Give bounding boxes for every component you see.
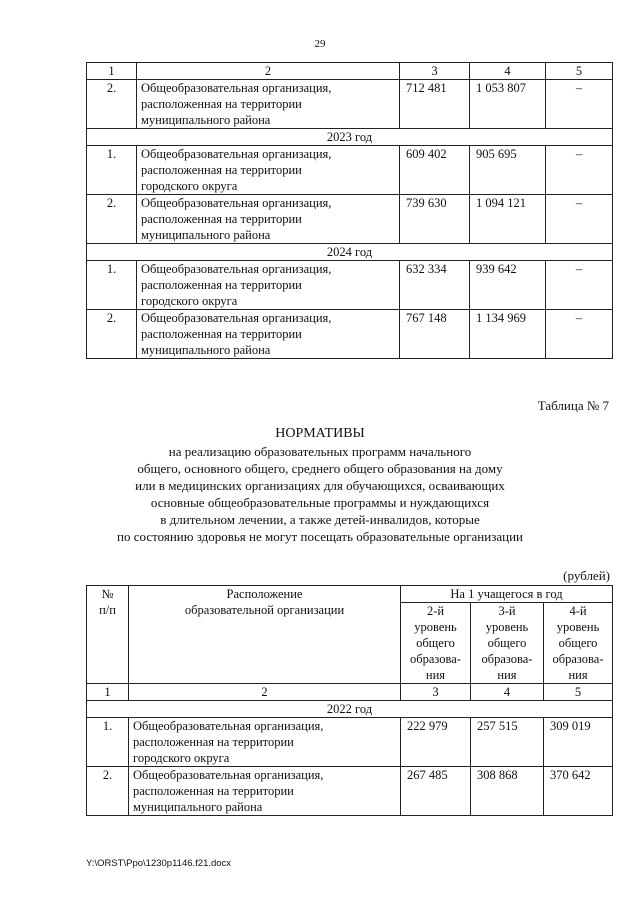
header-line: № (101, 587, 114, 601)
file-path-footer: Y:\ORST\Ppo\1230p1146.f21.docx (86, 858, 232, 869)
row-number: 2. (87, 767, 129, 816)
year-label: 2024 год (87, 244, 613, 261)
org-cell (137, 80, 400, 129)
org-cell (137, 310, 400, 359)
page-number: 29 (314, 38, 326, 50)
value-cell: 370 642 (544, 767, 613, 816)
org-line: Общеобразовательная организация, (141, 262, 332, 276)
header-line: общего (558, 636, 598, 650)
value-cell: 767 148 (400, 310, 470, 359)
col-number-cell: 1 (87, 63, 137, 80)
document-title-block (0, 425, 640, 545)
org-line: городского округа (133, 751, 230, 765)
org-line: расположенная на территории (141, 278, 302, 292)
row-number: 1. (87, 718, 129, 767)
header-line: уровень (414, 620, 457, 634)
header-level (471, 603, 544, 684)
org-line: муниципального района (133, 800, 263, 814)
subtitle-line: по состоянию здоровья не могут посещать образовательные организации (117, 529, 523, 544)
value-cell: 257 515 (471, 718, 544, 767)
table-row (87, 310, 613, 359)
row-number: 2. (87, 195, 137, 244)
table-row (87, 261, 613, 310)
col-number-cell: 1 (87, 684, 129, 701)
header-line: уровень (485, 620, 529, 634)
org-line: муниципального района (141, 343, 271, 357)
col-number-cell: 3 (400, 63, 470, 80)
year-label: 2023 год (87, 129, 613, 146)
subtitle-line: основные общеобразовательные программы и нуждающихся (150, 495, 490, 510)
org-cell (137, 146, 400, 195)
org-line: муниципального района (141, 228, 271, 242)
table-row (87, 767, 613, 816)
value-cell: 632 334 (400, 261, 470, 310)
col-number-cell: 5 (544, 684, 613, 701)
header-line: 3-й (498, 604, 516, 618)
org-line: расположенная на территории (133, 735, 294, 749)
year-row (87, 129, 613, 146)
row-number: 2. (87, 310, 137, 359)
value-cell: 739 630 (400, 195, 470, 244)
year-row (87, 244, 613, 261)
table-row (87, 80, 613, 129)
row-number: 2. (87, 80, 137, 129)
value-cell: – (546, 261, 613, 310)
value-cell: 609 402 (400, 146, 470, 195)
norms-table-continued (86, 62, 613, 359)
row-number: 1. (87, 261, 137, 310)
document-title: НОРМАТИВЫ (275, 426, 365, 441)
header-line: Расположение (226, 587, 303, 601)
header-line: общего (487, 636, 527, 650)
org-line: Общеобразовательная организация, (141, 147, 332, 161)
header-number (87, 586, 129, 684)
value-cell: – (546, 195, 613, 244)
col-number-cell: 4 (471, 684, 544, 701)
header-line: п/п (99, 603, 116, 617)
header-group: На 1 учащегося в год (401, 586, 613, 603)
table-label: Таблица № 7 (537, 398, 609, 413)
subtitle-line: в длительном лечении, а также детей-инвалидов, которые (160, 512, 480, 527)
value-cell: – (546, 310, 613, 359)
value-cell: – (546, 146, 613, 195)
norms-table-7 (86, 585, 613, 816)
subtitle-line: или в медицинских организациях для обучающихся, осваивающих (135, 478, 505, 493)
value-cell: 939 642 (470, 261, 546, 310)
col-number-cell: 2 (137, 63, 400, 80)
value-cell: 267 485 (401, 767, 471, 816)
value-cell: 309 019 (544, 718, 613, 767)
org-cell (129, 767, 401, 816)
col-number-cell: 4 (470, 63, 546, 80)
org-line: городского округа (141, 179, 238, 193)
header-line: уровень (556, 620, 600, 634)
org-cell (137, 261, 400, 310)
units-label: (рублей) (563, 568, 610, 583)
org-line: Общеобразовательная организация, (141, 311, 332, 325)
org-cell (137, 195, 400, 244)
header-level (401, 603, 471, 684)
value-cell: 905 695 (470, 146, 546, 195)
value-cell: 222 979 (401, 718, 471, 767)
table-row (87, 195, 613, 244)
year-row (87, 701, 613, 718)
header-line: 2-й (426, 604, 445, 618)
year-label: 2022 год (87, 701, 613, 718)
org-line: муниципального района (141, 113, 271, 127)
subtitle-line: на реализацию образовательных программ начального (168, 444, 472, 459)
org-line: Общеобразовательная организация, (133, 719, 324, 733)
org-line: городского округа (141, 294, 238, 308)
org-line: расположенная на территории (141, 97, 302, 111)
col-number-cell: 2 (129, 684, 401, 701)
org-line: Общеобразовательная организация, (133, 768, 324, 782)
header-line: образовательной организации (184, 603, 345, 617)
value-cell: 1 053 807 (470, 80, 546, 129)
org-line: расположенная на территории (141, 163, 302, 177)
row-number: 1. (87, 146, 137, 195)
header-location (129, 586, 401, 684)
header-line: образова- (552, 652, 604, 666)
header-line: ния (497, 668, 517, 682)
org-cell (129, 718, 401, 767)
header-level (544, 603, 613, 684)
table-row (87, 718, 613, 767)
column-number-row (87, 63, 613, 80)
table-row (87, 146, 613, 195)
value-cell: 1 134 969 (470, 310, 546, 359)
header-line: образова- (410, 652, 461, 666)
org-line: Общеобразовательная организация, (141, 81, 332, 95)
org-line: расположенная на территории (141, 212, 302, 226)
subtitle-line: общего, основного общего, среднего общего образования на дому (137, 461, 503, 476)
header-row (87, 586, 613, 603)
org-line: Общеобразовательная организация, (141, 196, 332, 210)
header-line: ния (568, 668, 588, 682)
col-number-cell: 5 (546, 63, 613, 80)
value-cell: 1 094 121 (470, 195, 546, 244)
header-line: образова- (481, 652, 533, 666)
value-cell: 308 868 (471, 767, 544, 816)
value-cell: – (546, 80, 613, 129)
value-cell: 712 481 (400, 80, 470, 129)
org-line: расположенная на территории (141, 327, 302, 341)
column-number-row (87, 684, 613, 701)
header-line: 4-й (569, 604, 587, 618)
header-line: ния (425, 668, 446, 682)
org-line: расположенная на территории (133, 784, 294, 798)
header-line: общего (416, 636, 455, 650)
col-number-cell: 3 (401, 684, 471, 701)
